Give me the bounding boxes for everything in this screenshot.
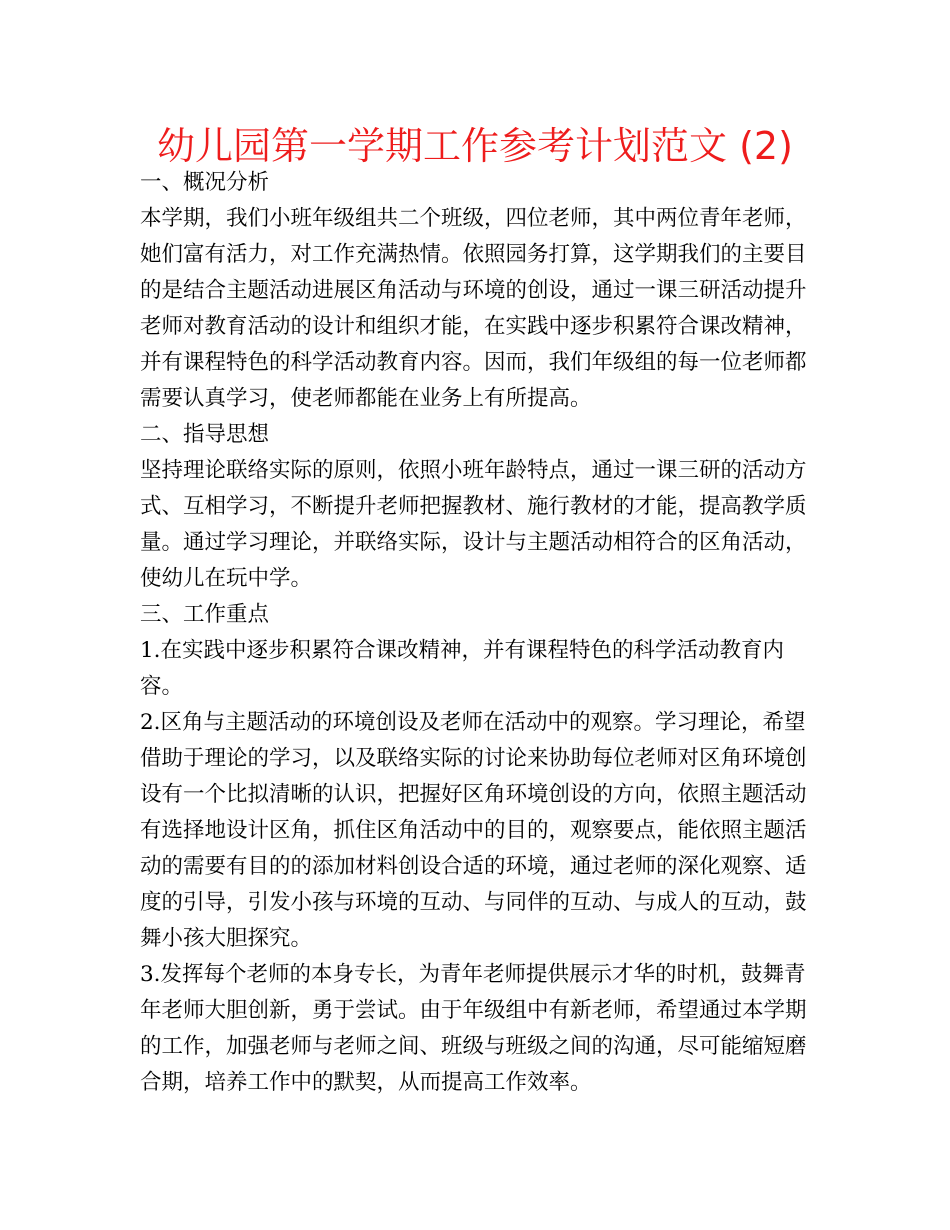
section-heading-overview: 一、概况分析 bbox=[140, 170, 270, 195]
paragraph-focus-item-3: 3.发挥每个老师的本身专长，为青年老师提供展示才华的时机，鼓舞青年老师大胆创新，勇于尝试。由于年级组中有新老师，希望通过本学期的工作，加强老师与老师之间、班级与班级之间的沟通，尽可能缩短磨合期，培养工作中的默契，从而提高工作效率。 bbox=[140, 962, 807, 1095]
section-heading-guiding-thought: 二、指导思想 bbox=[140, 422, 270, 447]
paragraph-focus-item-1: 1.在实践中逐步积累符合课改精神，并有课程特色的科学活动教育内容。 bbox=[140, 638, 785, 699]
section-heading-work-focus: 三、工作重点 bbox=[140, 602, 270, 627]
document-title: 幼儿园第一学期工作参考计划范文 (2) bbox=[157, 124, 793, 168]
paragraph-focus-item-2: 2.区角与主题活动的环境创设及老师在活动中的观察。学习理论，希望借助于理论的学习，以及联络实际的讨论来协助每位老师对区角环境创设有一个比拟清晰的认识，把握好区角环境创设的方向，依照主题活动有选择地设计区角，抓住区角活动中的目的，观察要点，能依照主题活动的需要有目的的添加材料创设合适的环境，通过老师的深化观察、适度的引导，引发小孩与环境的互动、与同伴的互动、与成人的互动，鼓舞小孩大胆探究。 bbox=[140, 710, 807, 951]
document-body bbox=[140, 165, 820, 1101]
paragraph-guiding-thought: 坚持理论联络实际的原则，依照小班年龄特点，通过一课三研的活动方式、互相学习，不断提升老师把握教材、施行教材的才能，提高教学质量。通过学习理论，并联络实际，设计与主题活动相符合的区角活动，使幼儿在玩中学。 bbox=[140, 458, 807, 591]
paragraph-overview: 本学期，我们小班年级组共二个班级，四位老师，其中两位青年老师，她们富有活力，对工作充满热情。依照园务打算，这学期我们的主要目的是结合主题活动进展区角活动与环境的创设，通过一课三研活动提升老师对教育活动的设计和组织才能，在实践中逐步积累符合课改精神，并有课程特色的科学活动教育内容。因而，我们年级组的每一位老师都需要认真学习，使老师都能在业务上有所提高。 bbox=[140, 206, 807, 411]
